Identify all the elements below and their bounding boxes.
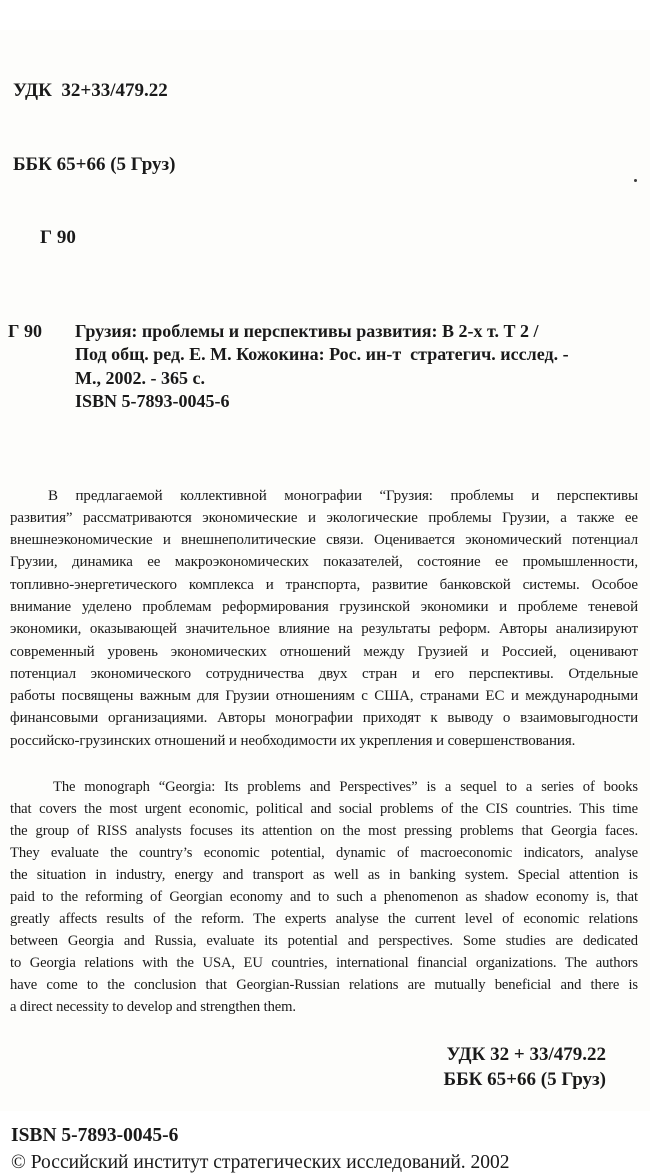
annotation-ru-line: В предлагаемой коллективной монографии “Грузия: проблемы и перспективы xyxy=(48,487,638,504)
udk-code-top: УДК 32+33/479.22 xyxy=(13,80,168,101)
annotation-ru-line: топливно-энергетического комплекса и транспорта, развитие банковской системы. Особое xyxy=(10,576,638,593)
classification-codes-top xyxy=(13,30,650,300)
annotation-russian xyxy=(10,485,638,753)
scan-artifact-dot xyxy=(634,179,637,182)
bbk-code-bottom: ББК 65+66 (5 Груз) xyxy=(443,1069,606,1091)
catalog-entry-label: Г 90 xyxy=(8,320,42,341)
catalog-entry xyxy=(8,320,640,414)
annotation-en-line: a direct necessity to develop and strengthen them. xyxy=(10,999,296,1016)
imprint-block xyxy=(11,1122,650,1176)
annotation-en-line: paid to the reforming of Georgian economy and to such a phenomenon as shadow economy is, that xyxy=(10,889,638,906)
copyright-line: © Российский институт стратегических исследований. 2002 xyxy=(11,1152,510,1174)
annotation-ru-line: потенциал экономического сотрудничества двух стран и его перспективы. Отдельные xyxy=(10,665,638,682)
catalog-entry-line: Под общ. ред. Е. М. Кожокина: Рос. ин-т стратегич. исслед. - xyxy=(75,344,569,364)
annotation-ru-line: экономики, оказывающей значительное влияние на результаты реформ. Авторы анализируют xyxy=(10,621,638,638)
annotation-ru-line: внимание уделено проблемам реформирования грузинской экономики и проблеме теневой xyxy=(10,598,638,615)
annotation-ru-line: внешнеэкономические и внешнеполитические связи. Оценивается экономический потенциал xyxy=(10,532,638,549)
catalog-entry-text xyxy=(75,320,640,414)
author-sign-code: Г 90 xyxy=(40,227,76,248)
annotation-ru-line: Грузии, динамика ее макроэкономических показателей, состояние ее промышленности, xyxy=(10,554,638,571)
annotation-ru-line: российско-грузинских отношений и необходимости их укрепления и совершенствования. xyxy=(10,732,576,749)
annotation-ru-line: развития” рассматриваются экономические и экологические проблемы Грузии, а также ее xyxy=(10,509,638,526)
annotation-en-line: between Georgia and Russia, evaluate its potential and perspectives. Some studies are dedicated xyxy=(10,933,638,950)
book-imprint-page xyxy=(0,30,650,1174)
annotation-ru-line: работы посвящены важным для Грузии отношениям с США, странами ЕС и международными xyxy=(10,688,638,705)
udk-code-bottom: УДК 32 + 33/479.22 xyxy=(446,1044,606,1066)
annotation-ru-line: современный уровень экономических отношений между Грузией и Россией, оценивают xyxy=(10,643,638,660)
annotation-english xyxy=(10,776,638,1018)
annotation-en-line: greatly affects results of the reform. The experts analyse the current level of economic relations xyxy=(10,911,638,928)
annotation-en-line: the group of RISS analysts focuses its attention on the most pressing problems that Georgia faces. xyxy=(10,823,638,840)
annotation-ru-line: финансовыми организациями. Авторы монографии приходят к выводу о взаимовыгодности xyxy=(10,710,638,727)
annotation-en-line: They evaluate the country’s economic potential, dynamic of macroeconomic indicators, analyse xyxy=(10,845,638,862)
classification-codes-bottom xyxy=(0,1042,606,1092)
bbk-code-top: ББК 65+66 (5 Груз) xyxy=(13,153,176,175)
annotation-en-line: have come to the conclusion that Georgian-Russian relations are mutually beneficial and there is xyxy=(10,977,638,994)
catalog-entry-line: Грузия: проблемы и перспективы развития: В 2-х т. Т 2 / xyxy=(75,320,539,341)
catalog-entry-line: ISBN 5-7893-0045-6 xyxy=(75,391,230,411)
annotation-en-line: to Georgia relations with the USA, EU countries, international financial organizations. The authors xyxy=(10,955,638,972)
annotation-en-line: the situation in industry, energy and transport as well as in banking system. Special attention is xyxy=(10,867,638,884)
catalog-entry-line: М., 2002. - 365 с. xyxy=(75,367,205,388)
annotation-en-line: The monograph “Georgia: Its problems and Perspectives” is a sequel to a series of books xyxy=(53,779,638,796)
annotation-en-line: that covers the most urgent economic, political and social problems of the CIS countries. This time xyxy=(10,801,638,818)
isbn-line: ISBN 5-7893-0045-6 xyxy=(11,1125,179,1147)
